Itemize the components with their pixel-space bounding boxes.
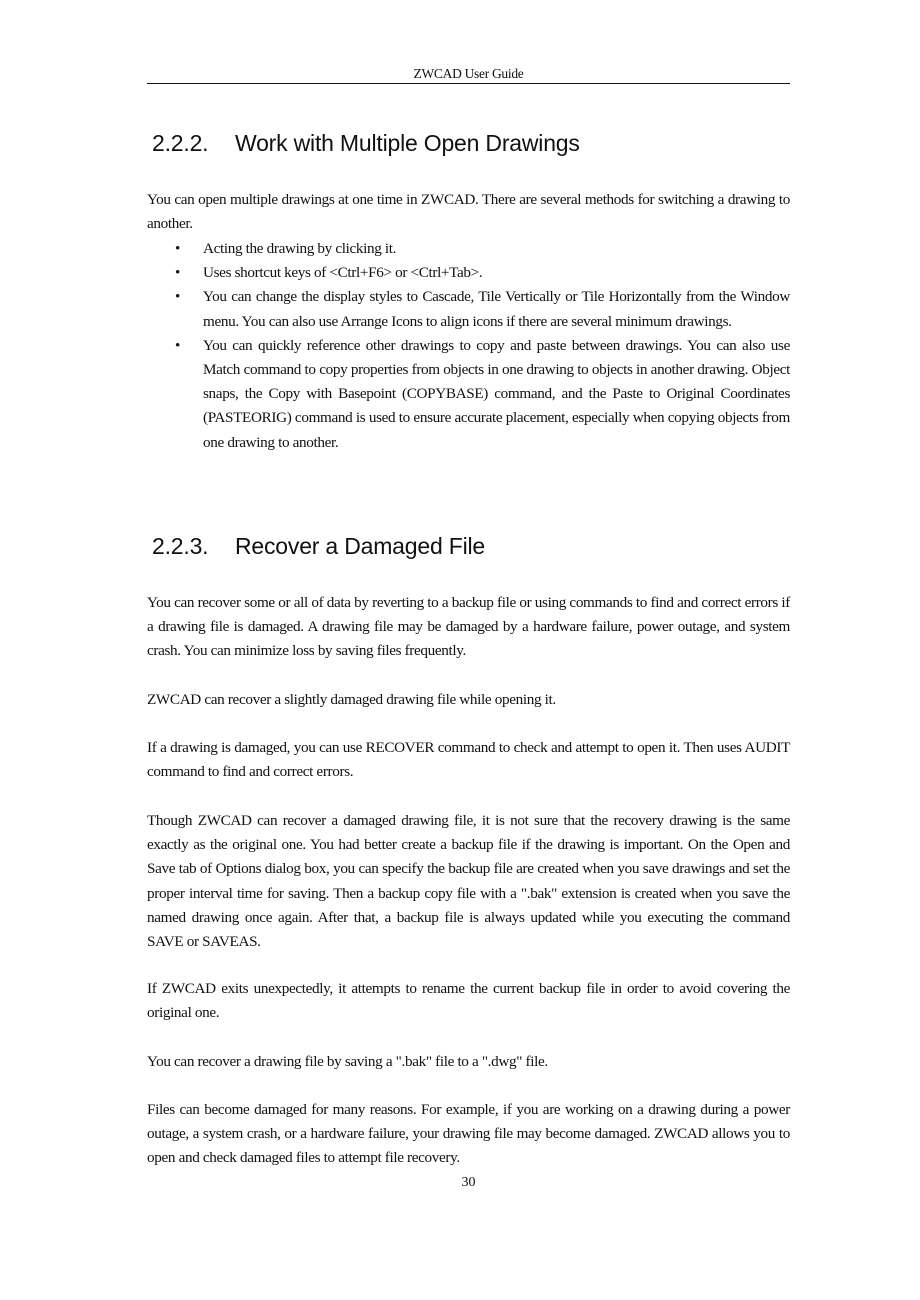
bullet-icon: • (175, 336, 180, 354)
running-header: ZWCAD User Guide (413, 66, 524, 81)
bullet-icon: • (175, 288, 180, 306)
section-title: Recover a Damaged File (235, 533, 485, 559)
page-number: 30 (461, 1175, 476, 1190)
paragraph: You can open multiple drawings at one time in ZWCAD. There are several methods for switching a drawing to another. (147, 191, 790, 233)
bullet-list (147, 237, 790, 455)
header-divider (147, 83, 790, 84)
list-item: • Acting the drawing by clicking it. (147, 237, 790, 261)
paragraph: You can recover some or all of data by reverting to a backup file or using commands to find and correct errors if a drawing file is damaged. A drawing file may be damaged by a hardware failure, power outage, and system crash. You can minimize loss by saving files frequently. (147, 594, 790, 660)
paragraph: Files can become damaged for many reasons. For example, if you are working on a drawing during a power outage, a system crash, or a hardware failure, your drawing file may become damaged. ZWCAD allows you to open and check damaged files to attempt file recovery. (147, 1101, 790, 1167)
section-number: 2.2.3. (152, 533, 209, 559)
list-item: • You can quickly reference other drawings to copy and paste between drawings. You can also use Match command to copy properties from objects in one drawing to objects in another drawing. Object snaps, the Copy with Basepoint (COPYBASE) command, and the Paste to Original Coordinates (PASTEORIG) command is used to ensure accurate placement, especially when copying objects from one drawing to another. (147, 334, 790, 455)
bullet-icon: • (175, 240, 180, 257)
paragraph: You can recover a drawing file by saving a ".bak" file to a ".dwg" file. (147, 1053, 548, 1070)
paragraph: If ZWCAD exits unexpectedly, it attempts to rename the current backup file in order to avoid covering the original one. (147, 980, 790, 1022)
bullet-icon: • (175, 264, 180, 282)
section-heading-2-2-2 (152, 130, 580, 157)
paragraph: Though ZWCAD can recover a damaged drawing file, it is not sure that the recovery drawing is the same exactly as the original one. You had better create a backup file if the drawing is important. On the Open and Save tab of Options dialog box, you can specify the backup file are created when you save drawings and set the proper interval time for saving. Then a backup copy file with a ".bak" extension is created when you save the named drawing once again. After that, a backup file is always updated while you executing the command SAVE or SAVEAS. (147, 812, 790, 951)
list-item: • Uses shortcut keys of <Ctrl+F6> or <Ctrl+Tab>. (147, 261, 790, 285)
list-item: • You can change the display styles to Cascade, Tile Vertically or Tile Horizontally from the Window menu. You can also use Arrange Icons to align icons if there are several minimum drawings. (147, 285, 790, 333)
paragraph: ZWCAD can recover a slightly damaged drawing file while opening it. (147, 691, 556, 708)
section-heading-2-2-3 (152, 533, 485, 560)
section-title: Work with Multiple Open Drawings (235, 130, 580, 156)
section-number: 2.2.2. (152, 130, 209, 156)
paragraph: If a drawing is damaged, you can use RECOVER command to check and attempt to open it. Then uses AUDIT command to find and correct errors. (147, 739, 790, 781)
